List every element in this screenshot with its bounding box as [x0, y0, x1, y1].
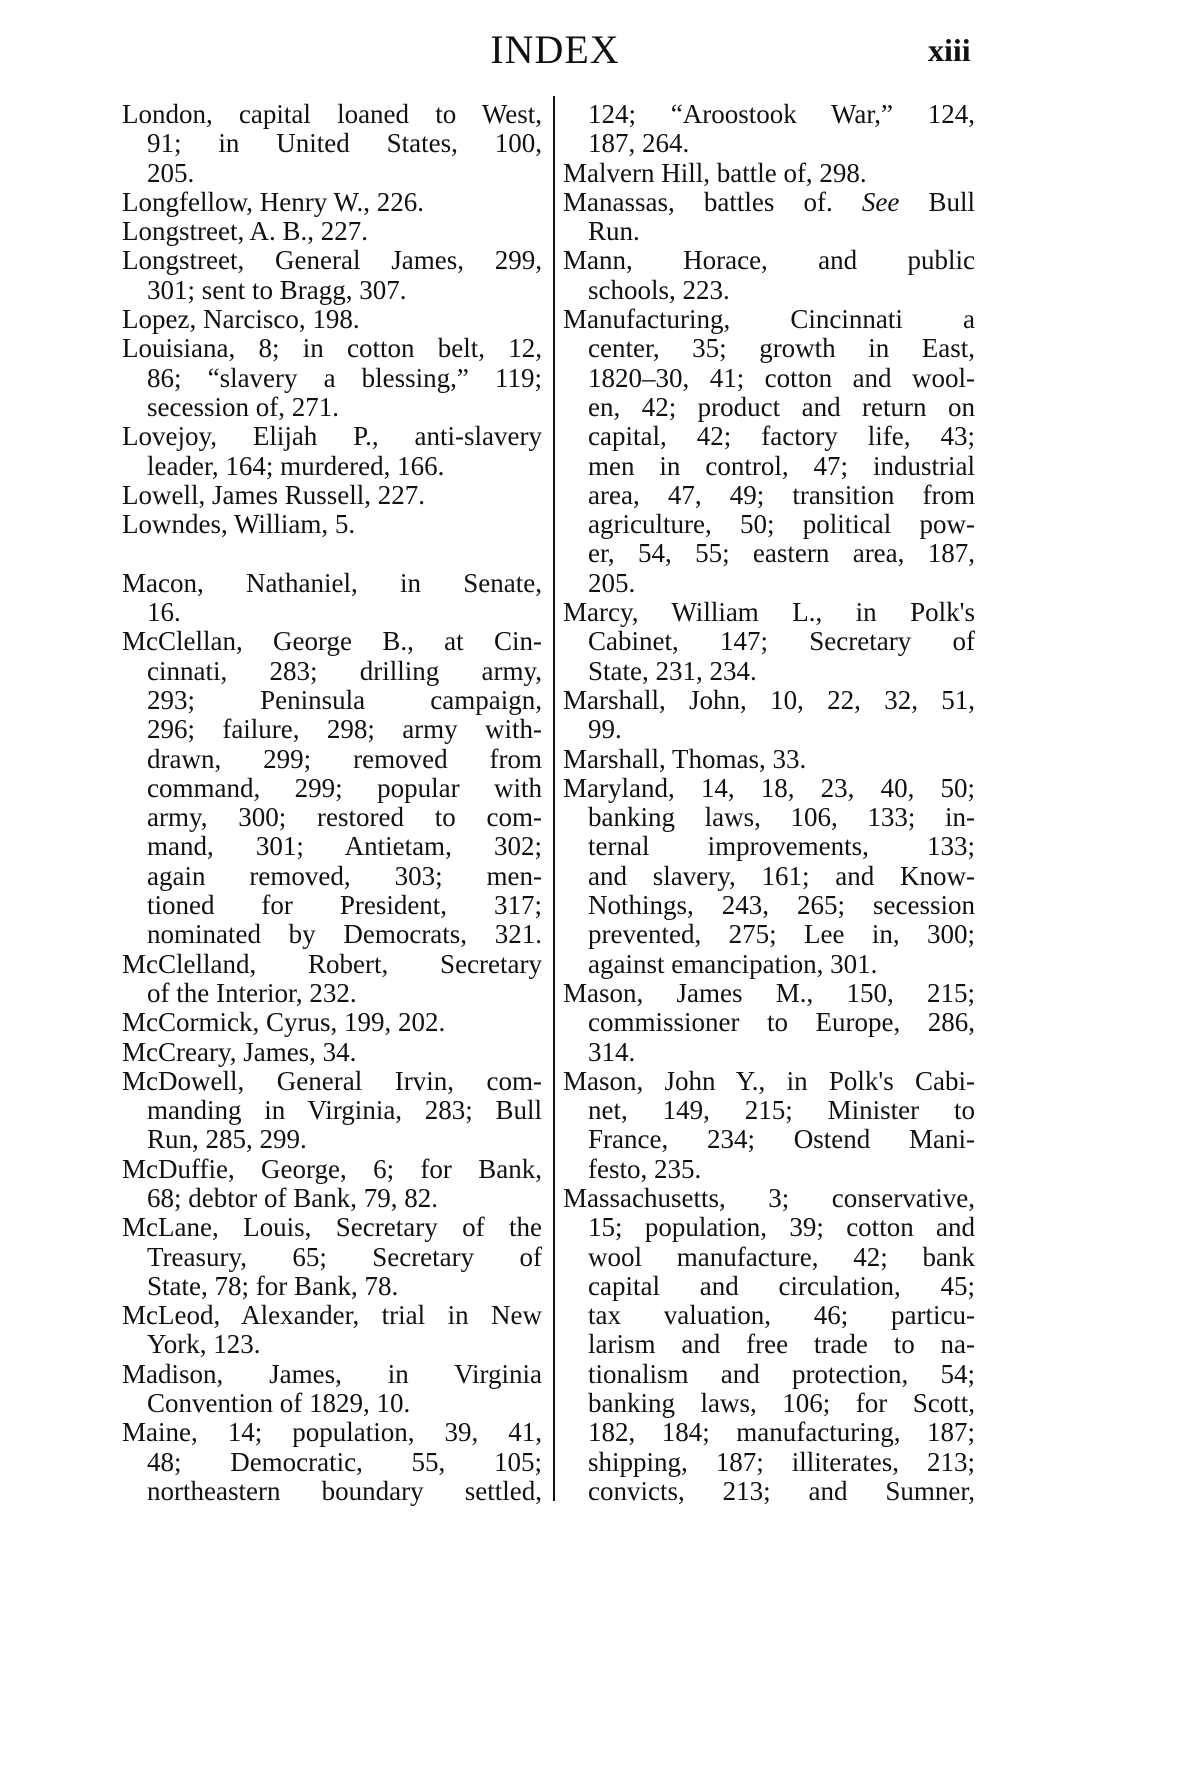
index-entry-continuation: convicts, 213; and Sumner,	[588, 1476, 975, 1506]
index-entry-continuation: France, 234; Ostend Mani-	[588, 1125, 975, 1155]
index-entry-continuation: en, 42; product and return on	[588, 392, 975, 422]
index-entry-continuation: northeastern boundary settled,	[147, 1476, 542, 1506]
index-entry: Marshall, John, 10, 22, 32, 51,	[563, 685, 975, 715]
entry-text: Bull	[899, 187, 975, 217]
index-entry: Maine, 14; population, 39, 41,	[122, 1418, 542, 1448]
index-entry-continuation: commissioner to Europe, 286,	[588, 1008, 975, 1038]
page-number: xiii	[928, 32, 971, 68]
index-entry: Madison, James, in Virginia	[122, 1359, 542, 1389]
index-entry-continuation: banking laws, 106, 133; in-	[588, 803, 975, 833]
index-entry-continuation: 16.	[147, 597, 181, 628]
index-entry: Mason, James M., 150, 215;	[563, 978, 975, 1008]
index-entry-continuation: agriculture, 50; political pow-	[588, 510, 975, 540]
index-entry: Lowndes, William, 5.	[122, 509, 356, 540]
index-entry: Macon, Nathaniel, in Senate,	[122, 568, 542, 598]
index-entry-continuation: 187, 264.	[588, 128, 690, 159]
index-entry-continuation: cinnati, 283; drilling army,	[147, 656, 542, 686]
index-entry-continuation: larism and free trade to na-	[588, 1330, 975, 1360]
index-entry	[563, 188, 975, 217]
index-entry: McLane, Louis, Secretary of the	[122, 1213, 542, 1243]
index-entry-continuation: drawn, 299; removed from	[147, 744, 542, 774]
index-column-right	[563, 100, 975, 1506]
index-entry-continuation: 301; sent to Bragg, 307.	[147, 274, 407, 305]
index-column-left	[122, 100, 542, 1506]
index-entry-continuation: and slavery, 161; and Know-	[588, 861, 975, 891]
index-entry-continuation: 296; failure, 298; army with-	[147, 715, 542, 745]
index-entry-continuation: Run, 285, 299.	[147, 1124, 307, 1155]
index-entry-continuation: area, 47, 49; transition from	[588, 480, 975, 510]
index-entry: Lowell, James Russell, 227.	[122, 479, 425, 510]
index-entry: Louisiana, 8; in cotton belt, 12,	[122, 334, 542, 364]
index-entry-continuation: net, 149, 215; Minister to	[588, 1096, 975, 1126]
index-entry-continuation: 205.	[588, 567, 636, 598]
index-entry-continuation: Treasury, 65; Secretary of	[147, 1242, 542, 1272]
index-entry-continuation: ternal improvements, 133;	[588, 832, 975, 862]
index-entry-continuation: prevented, 275; Lee in, 300;	[588, 920, 975, 950]
index-entry-continuation: command, 299; popular with	[147, 773, 542, 803]
index-entry-continuation: Convention of 1829, 10.	[147, 1388, 411, 1419]
index-entry-continuation: men in control, 47; industrial	[588, 451, 975, 481]
index-entry-continuation: tioned for President, 317;	[147, 891, 542, 921]
index-entry-continuation: York, 123.	[147, 1329, 261, 1360]
index-entry-continuation: 15; population, 39; cotton and	[588, 1213, 975, 1243]
index-entry-continuation: manding in Virginia, 283; Bull	[147, 1096, 542, 1126]
index-entry: McCormick, Cyrus, 199, 202.	[122, 1007, 446, 1038]
see-reference: See	[861, 187, 900, 217]
index-entry: Maryland, 14, 18, 23, 40, 50;	[563, 773, 975, 803]
index-entry-continuation: 293; Peninsula campaign,	[147, 685, 542, 715]
index-entry: Longstreet, A. B., 227.	[122, 216, 368, 247]
index-entry-continuation: festo, 235.	[588, 1153, 702, 1184]
index-entry-continuation: State, 231, 234.	[588, 655, 757, 686]
index-entry-continuation: schools, 223.	[588, 274, 730, 305]
index-entry-continuation: 48; Democratic, 55, 105;	[147, 1447, 542, 1477]
index-entry: McDuffie, George, 6; for Bank,	[122, 1154, 542, 1184]
index-entry: Lopez, Narcisco, 198.	[122, 304, 360, 335]
column-divider	[553, 96, 555, 1501]
index-entry-continuation: Cabinet, 147; Secretary of	[588, 627, 975, 657]
index-entry: Longstreet, General James, 299,	[122, 246, 542, 276]
blank-line	[122, 539, 542, 568]
index-entry-continuation: leader, 164; murdered, 166.	[147, 450, 445, 481]
index-entry-continuation: 314.	[588, 1036, 636, 1067]
index-entry-continuation: mand, 301; Antietam, 302;	[147, 832, 542, 862]
index-entry-continuation: capital and circulation, 45;	[588, 1271, 975, 1301]
index-entry-continuation: center, 35; growth in East,	[588, 334, 975, 364]
index-entry-continuation: tax valuation, 46; particu-	[588, 1301, 975, 1331]
index-entry-continuation: against emancipation, 301.	[588, 948, 878, 979]
index-entry: Malvern Hill, battle of, 298.	[563, 157, 867, 188]
index-entry: Massachusetts, 3; conservative,	[563, 1183, 975, 1213]
index-entry-continuation: nominated by Democrats, 321.	[147, 920, 542, 950]
index-entry-continuation: 205.	[147, 157, 195, 188]
entry-text: Manassas, battles of.	[563, 187, 862, 217]
index-entry-continuation: Nothings, 243, 265; secession	[588, 891, 975, 921]
index-entry: Lovejoy, Elijah P., anti-slavery	[122, 422, 542, 452]
index-entry-continuation: shipping, 187; illiterates, 213;	[588, 1447, 975, 1477]
index-entry-continuation: 182, 184; manufacturing, 187;	[588, 1418, 975, 1448]
index-entry-continuation: wool manufacture, 42; bank	[588, 1242, 975, 1272]
index-entry-continuation: again removed, 303; men-	[147, 861, 542, 891]
index-entry: London, capital loaned to West,	[122, 100, 542, 129]
index-entry-continuation: Run.	[588, 216, 640, 247]
index-entry-continuation: capital, 42; factory life, 43;	[588, 422, 975, 452]
index-entry: Mason, John Y., in Polk's Cabi-	[563, 1066, 975, 1096]
index-entry-continuation: banking laws, 106; for Scott,	[588, 1389, 975, 1419]
index-entry-continuation: 99.	[588, 714, 622, 745]
index-entry: Marshall, Thomas, 33.	[563, 743, 807, 774]
index-entry-continuation: army, 300; restored to com-	[147, 803, 542, 833]
index-entry: Longfellow, Henry W., 226.	[122, 186, 424, 217]
index-entry-continuation: 91; in United States, 100,	[147, 129, 542, 159]
index-entry-continuation: 1820–30, 41; cotton and wool-	[588, 363, 975, 393]
index-entry: Manufacturing, Cincinnati a	[563, 305, 975, 335]
index-entry: McClellan, George B., at Cin-	[122, 627, 542, 657]
index-entry: McClelland, Robert, Secretary	[122, 949, 542, 979]
index-entry: Mann, Horace, and public	[563, 246, 975, 276]
index-entry: McCreary, James, 34.	[122, 1036, 357, 1067]
index-entry-continuation: secession of, 271.	[147, 391, 339, 422]
index-entry-continuation: of the Interior, 232.	[147, 977, 357, 1008]
index-entry-continuation: tionalism and protection, 54;	[588, 1359, 975, 1389]
index-entry-continuation: 86; “slavery a blessing,” 119;	[147, 363, 542, 393]
index-entry-continuation: 124; “Aroostook War,” 124,	[588, 100, 975, 129]
index-entry-continuation: er, 54, 55; eastern area, 187,	[588, 539, 975, 569]
page-title: INDEX	[490, 27, 620, 72]
index-entry: Marcy, William L., in Polk's	[563, 598, 975, 628]
index-entry: McDowell, General Irvin, com-	[122, 1066, 542, 1096]
index-entry-continuation: State, 78; for Bank, 78.	[147, 1270, 399, 1301]
index-entry-continuation: 68; debtor of Bank, 79, 82.	[147, 1182, 438, 1213]
index-entry: McLeod, Alexander, trial in New	[122, 1301, 542, 1331]
